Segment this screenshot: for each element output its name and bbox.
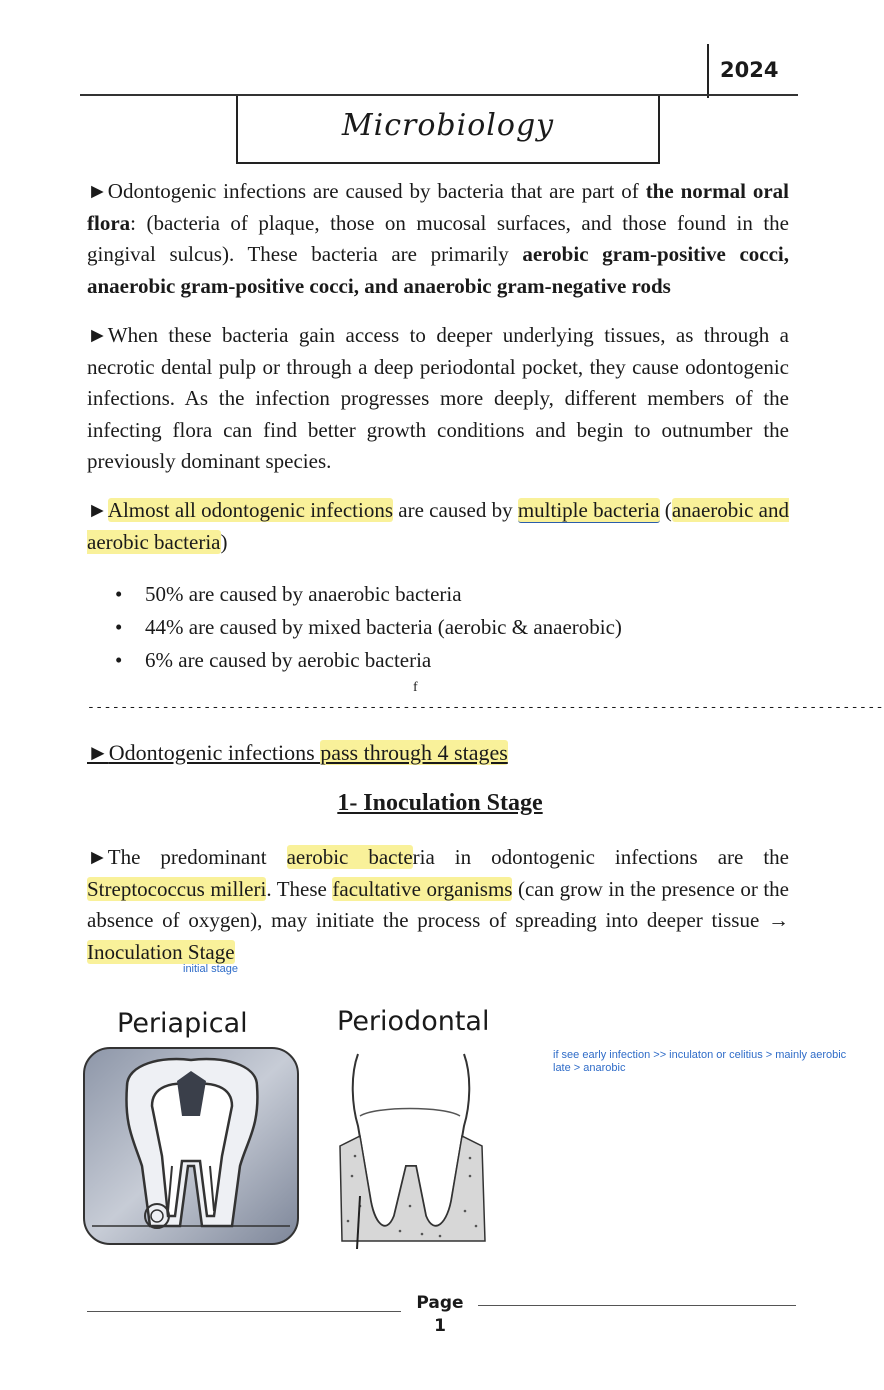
- stages-line: ►Odontogenic infections pass through 4 stages: [87, 740, 508, 765]
- section-heading: 1- Inoculation Stage: [337, 790, 543, 816]
- list-item: • 44% are caused by mixed bacteria (aerobic & anaerobic): [115, 615, 622, 639]
- annotation-initial-stage: initial stage: [183, 963, 239, 975]
- paragraph-inoculation: ►The predominant aerobic bacteria in odontogenic infections are the Streptococcus milleri. These facultative organisms (can grow in the presence or the absence of oxygen), may initiate the process of spreading into deeper tissue → Inoculation Stage: [87, 845, 789, 964]
- page-title: Microbiology: [341, 108, 555, 143]
- bullet-arrow: ►: [87, 179, 108, 203]
- annotation-early-late: if see early infection >> inculaton or celitius > mainly aerobic late > anarobic: [553, 1049, 847, 1074]
- paragraph-multiple-bacteria: ►Almost all odontogenic infections are caused by multiple bacteria (anaerobic and aerobic bacteria): [87, 498, 790, 554]
- bullet-arrow: ►: [87, 845, 108, 869]
- bullet-arrow: ►: [87, 323, 108, 347]
- percentage-list: [115, 578, 622, 677]
- stray-mark: f: [413, 680, 418, 695]
- page-number: 1: [434, 1316, 446, 1336]
- header-year: 2024: [720, 58, 779, 82]
- list-item: • 50% are caused by anaerobic bacteria: [115, 582, 462, 606]
- page-footer: Page 1: [0, 1292, 880, 1338]
- figure-label-periodontal: Periodontal: [337, 1006, 490, 1037]
- paragraph-deeper-tissues: ►When these bacteria gain access to deeper underlying tissues, as through a necrotic dental pulp or through a deep periodontal pocket, they cause odontogenic infections. As the infection progresses more deeply, different members of the infecting flora can find better growth conditions and begin to outnumber the previously dominant species.: [87, 323, 789, 473]
- dashed-divider: ------------------------------------------------------------------------------------------------: [87, 700, 884, 715]
- year-divider: [707, 44, 709, 98]
- periapical-tooth-illustration: [82, 1046, 300, 1246]
- paragraph-normal-flora: ►Odontogenic infections are caused by bacteria that are part of the normal oral flora: (bacteria of plaque, those on mucosal surfaces, and those found in the gingival sulcus). These bacteria are primarily aerobic gram-positive cocci, anaerobic gram-positive cocci, and anaerobic gram-negative rods: [87, 179, 789, 298]
- bullet-arrow: ►: [87, 498, 108, 522]
- bullet-arrow: ►: [87, 740, 109, 765]
- figure-label-periapical: Periapical: [117, 1008, 248, 1039]
- list-item: • 6% are caused by aerobic bacteria: [115, 648, 432, 672]
- periodontal-tooth-illustration: [330, 1046, 490, 1251]
